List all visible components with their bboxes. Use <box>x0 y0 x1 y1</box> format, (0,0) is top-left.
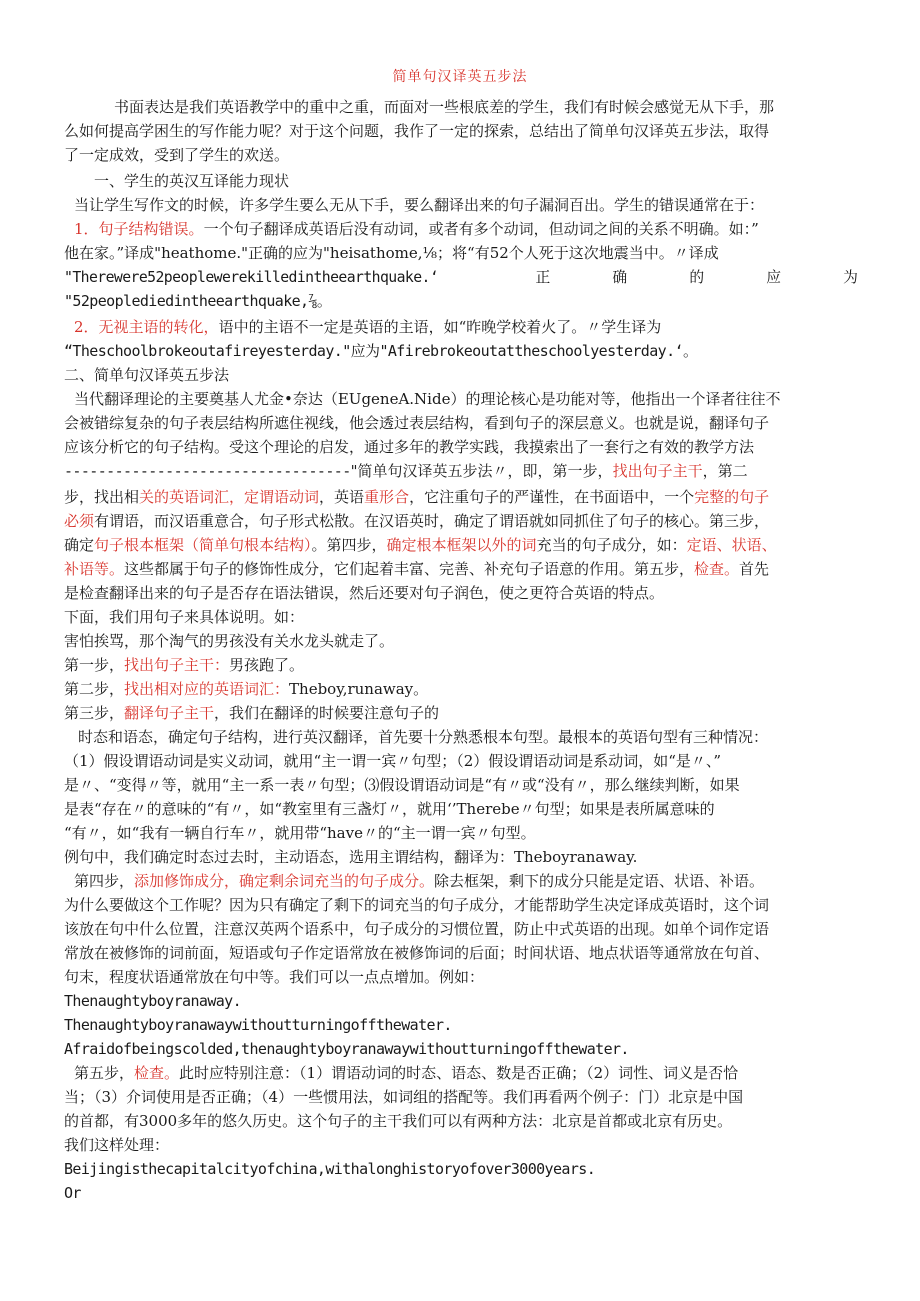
intro-line-1: 书面表达是我们英语教学中的重中之重，而面对一些根底差的学生，我们有时候会感觉无从下手，那 <box>114 98 775 116</box>
intro-line-2: 么如何提高学困生的写作能力呢？对于这个问题，我作了一定的探索，总结出了简单句汉译英五步法，取得 <box>64 122 770 140</box>
step-text: 除去框架，剩下的成分只能是定语、状语、补语。 <box>434 872 765 890</box>
point-1-title: ．句子结构错误。 <box>83 220 204 238</box>
text-span: 步，找出相 <box>64 488 140 506</box>
step-title: 找出句子主干： <box>124 656 230 674</box>
highlight-span: 句子根本框架（简单句根本结构） <box>94 536 312 554</box>
step-label: 第一步， <box>64 656 125 674</box>
section-2-line-8 <box>64 558 769 581</box>
section-2-line-19: “有〃，如“我有一辆自行车〃，就用带“have〃的“主一谓一宾〃句型。 <box>64 824 536 842</box>
text-span: ，第二 <box>702 462 748 480</box>
dash-line: ---------------------------------- <box>64 462 351 480</box>
section-2-line-3: 应该分析它的句子结构。受这个理论的启发，通过多年的教学实践，我摸索出了一套行之有效的教学方法 <box>64 438 755 456</box>
step-3 <box>64 702 439 725</box>
point-2-number: 2 <box>74 318 84 336</box>
step-text: 男孩跑了。 <box>229 656 305 674</box>
step-label: 第二步， <box>64 680 125 698</box>
step-title: 找出相对应的英语词汇： <box>124 680 290 698</box>
justified-char: 为 <box>843 268 858 286</box>
english-example-b: Thenaughtyboyranawaywithoutturningoffthewater. <box>64 1016 452 1034</box>
step-2 <box>64 678 428 701</box>
point-2-title: ．无视主语的转化， <box>83 318 219 336</box>
text-span: 首先 <box>739 560 770 578</box>
justified-char: 正 <box>535 268 551 286</box>
section-2-line-30: 当；（3）介词使用是否正确；（4）一些惯用法，如词组的搭配等。我们再看两个例子：门）北京是中国 <box>64 1088 744 1106</box>
section-2-line-23: 该放在句中什么位置，注意汉英两个语系中，句子成分的习惯位置，防止中式英语的出现。如单个词作定语 <box>64 920 770 938</box>
section-2-heading: 二、简单句汉译英五步法 <box>64 366 230 384</box>
text-span: 充当的句子成分，如： <box>536 536 687 554</box>
step-label: 第三步， <box>64 704 125 722</box>
section-1-point-1 <box>74 218 759 241</box>
section-2-line-1: 当代翻译理论的主要奠基人尤金•奈达（EUgeneA.Nide）的理论核心是功能对等，他指出一个译者往往不 <box>74 390 781 408</box>
section-2-line-7 <box>64 534 777 557</box>
point-2-text: 语中的主语不一定是英语的主语，如“昨晚学校着火了。〃学生译为 <box>218 318 662 336</box>
english-example-d: Beijingisthecapitalcityofchina,withalonghistoryofover3000years. <box>64 1160 596 1178</box>
section-2-line-9: 是检查翻译出来的句子是否存在语法错误，然后还要对句子润色，使之更符合英语的特点。 <box>64 584 665 602</box>
step-title: 翻译句子主干 <box>124 704 215 722</box>
section-2-line-20: 例句中，我们确定时态过去时，主动语态，选用主谓结构，翻译为：Theboyranaway. <box>64 848 638 866</box>
highlight-span: 定语、状语、 <box>686 536 777 554</box>
text-span: 。第四步， <box>311 536 387 554</box>
english-or: Or <box>64 1184 81 1202</box>
step-title: 检查。 <box>134 1064 180 1082</box>
section-1-heading: 一、学生的英汉互译能力现状 <box>94 172 290 190</box>
step-4 <box>74 870 764 893</box>
point-1-text: 一个句子翻译成英语后没有动词，或者有多个动词，但动词之间的关系不明确。如：” <box>203 220 759 238</box>
step-label: 第四步， <box>74 872 135 890</box>
english-example-c: Afraidofbeingscolded,thenaughtyboyranawaywithoutturningoffthewater. <box>64 1040 629 1058</box>
section-2-line-24: 常放在被修饰的词前面，短语或句子作定语常放在被修饰词的后面；时间状语、地点状语等通常放在句首、 <box>64 944 770 962</box>
text-span: ，它注重句子的严谨性，在书面语中，一个 <box>409 488 695 506</box>
section-2-line-6 <box>64 510 769 533</box>
section-2-line-10: 下面，我们用句子来具体说明。如： <box>64 608 305 626</box>
step-text: ，我们在翻译的时候要注意句子的 <box>214 704 440 722</box>
highlight-span: 确定根本框架以外的词 <box>386 536 537 554</box>
section-2-line-2: 会被错综复杂的句子表层结构所遮住视线，他会透过表层结构，看到句子的深层意义。也就是说，翻译句子 <box>64 414 770 432</box>
highlight-span: 检查。 <box>694 560 740 578</box>
example-sentence: 害怕挨骂，那个淘气的男孩没有关水龙头就走了。 <box>64 632 395 650</box>
text-span: 有谓语，而汉语重意合，句子形式松散。在汉语英时，确定了谓语就如同抓住了句子的核心。第三步， <box>94 512 770 530</box>
section-2-line-5 <box>64 486 769 509</box>
section-2-line-15: 时态和语态，确定句子结构，进行英汉翻译，首先要十分熟悉根本句型。最根本的英语句型有三种情况： <box>78 728 769 746</box>
highlight-span: 关的英语词汇，定谓语动词 <box>139 488 320 506</box>
english-example-a: Thenaughtyboyranaway. <box>64 992 242 1010</box>
justified-char: 确 <box>612 268 628 286</box>
justified-char: 应 <box>766 268 782 286</box>
step-text: Theboy,runaway。 <box>289 680 429 698</box>
document-title: 简单句汉译英五步法 <box>392 69 528 85</box>
highlight-span: 补语等。 <box>64 560 125 578</box>
justified-char: 的 <box>689 268 705 286</box>
step-title: 添加修饰成分，确定剩余词充当的句子成分。 <box>134 872 435 890</box>
step-5 <box>74 1062 738 1085</box>
step-label: 第五步， <box>74 1064 135 1082</box>
section-2-line-18: 是表“存在〃的意味的“有〃，如“教室里有三盏灯〃，就用‘’Therebe〃句型；如果是表所属意味的 <box>64 800 715 818</box>
english-example-1: "Therewere52peoplewerekilledintheearthquake.‘ <box>64 268 439 286</box>
step-text: 此时应特别注意：（1）谓语动词的时态、语态、数是否正确；（2）词性、词义是否恰 <box>179 1064 739 1082</box>
section-2-line-22: 为什么要做这个工作呢？因为只有确定了剩下的词充当的句子成分，才能帮助学生决定译成英语时，这个词 <box>64 896 770 914</box>
text-span: ，英语 <box>319 488 365 506</box>
section-2-line-17: 是〃、“变得〃等，就用“主一系一表〃句型；⑶假设谓语动词是“有〃或“没有〃，那么继续判断，如果 <box>64 776 740 794</box>
intro-line-3: 了一定成效，受到了学生的欢送。 <box>64 146 290 164</box>
highlight-span: 重形合 <box>364 488 410 506</box>
section-2-line-16: （1）假设谓语动词是实义动词，就用“主一谓一宾〃句型；（2）假设谓语动词是系动词，如“是〃、” <box>64 752 722 770</box>
highlight-span: 完整的句子 <box>694 488 770 506</box>
section-2-line-4 <box>64 460 748 483</box>
section-1-point-2 <box>74 316 661 339</box>
text-span: 确定 <box>64 536 95 554</box>
text-span: 这些都属于句子的修饰性成分，它们起着丰富、完善、补充句子语意的作用。第五步， <box>124 560 695 578</box>
section-1-line-1: 当让学生写作文的时候，许多学生要么无从下手，要么翻译出来的句子漏洞百出。学生的错误通常在于： <box>74 196 765 214</box>
section-2-line-31: 的首都，有3000多年的悠久历史。这个句子的主干我们可以有两种方法：北京是首都或北京有历史。 <box>64 1112 733 1130</box>
section-2-line-32: 我们这样处理： <box>64 1136 170 1154</box>
text-span: "简单句汉译英五步法〃，即，第一步， <box>350 462 613 480</box>
step-1 <box>64 654 304 677</box>
section-1-line-3: 他在家。”译成"heathome."正确的应为"heisathome,⅛；将“有52个人死于这次地震当中。〃译成 <box>64 244 719 262</box>
point-1-number: 1 <box>74 220 84 238</box>
section-1-line-5: "52peoplediedintheearthquake,⅞。 <box>64 292 332 310</box>
section-1-line-4 <box>64 266 858 289</box>
section-2-line-25: 句末，程度状语通常放在句中等。我们可以一点点增加。例如： <box>64 968 485 986</box>
highlight-span: 找出句子主干 <box>612 462 703 480</box>
highlight-span: 必须 <box>64 512 95 530</box>
section-1-line-7: “Theschoolbrokeoutafireyesterday."应为"Afirebrokeoutattheschoolyesterday.‘。 <box>64 342 698 360</box>
